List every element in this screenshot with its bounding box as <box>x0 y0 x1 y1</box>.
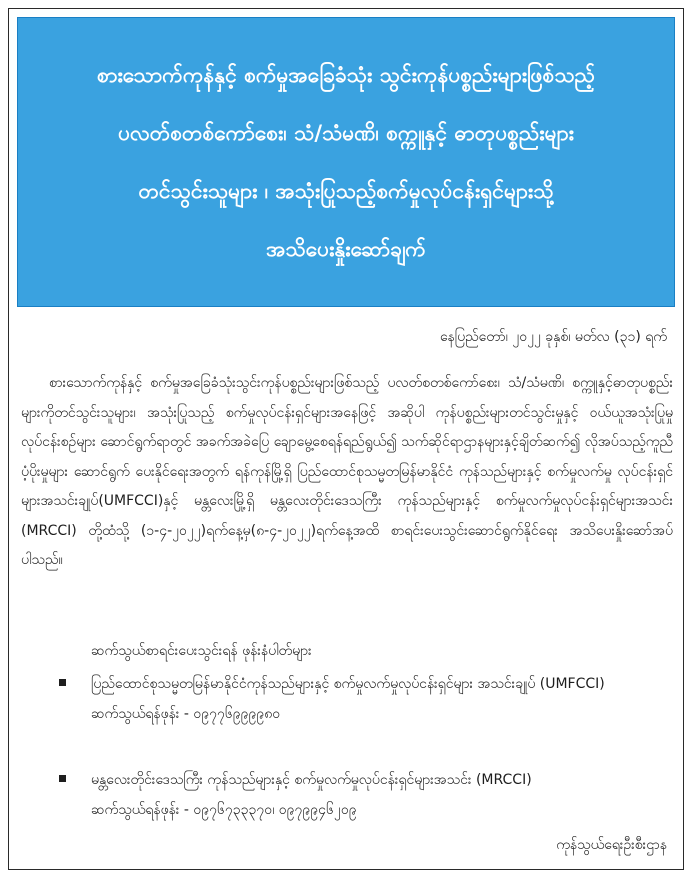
dateline: နေပြည်တော်၊ ၂၀၂၂ ခုနှစ်၊ မတ်လ (၃၁) ရက် <box>439 329 667 345</box>
notice-body-paragraph: စားသောက်ကုန်နှင့် စက်မှုအခြေခံသုံးသွင်းကုန်ပစ္စည်းများဖြစ်သည့် ပလတ်စတစ်ကော်စေး၊ သံ/သံမဏိ၊ စက္ကူနှင့်ဓာတုပစ္စည်းများကိုတင်သွင်းသူများ၊ အသုံးပြုသည့် စက်မှုလုပ်ငန်းရှင်များအနေဖြင့် အဆိုပါ ကုန်ပစ္စည်းများတင်သွင်းမှုနှင့် ဝယ်ယူအသုံးပြုမှုလုပ်ငန်းစဉ်များ ဆောင်ရွက်ရာတွင် အခက်အခဲပြေ ချောမွေ့စေရန်ရည်ရွယ်၍ သက်ဆိုင်ရာဌာနများနှင့်ချိတ်ဆက်၍ လိုအပ်သည့်ကူညီပံ့ပိုးမှုများ ဆောင်ရွက် ပေးနိုင်ရေးအတွက် ရန်ကုန်မြို့ရှိ ပြည်ထောင်စုသမ္မတမြန်မာနိုင်ငံ ကုန်သည်များနှင့် စက်မှုလက်မှု လုပ်ငန်းရှင်များအသင်းချုပ်(UMFCCI)နှင့် မန္တလေးမြို့ရှိ မန္တလေးတိုင်းဒေသကြီး ကုန်သည်များနှင့် စက်မှုလက်မှုလုပ်ငန်းရှင်များအသင်း (MRCCI) တို့ထံသို့ (၁-၄-၂၀၂၂)ရက်နေ့မှ(၈-၄-၂၀၂၂)ရက်နေ့အထိ စာရင်းပေးသွင်းဆောင်ရွက်နိုင်ရေး အသိပေးနှိုးဆော်အပ်ပါသည်။ <box>21 375 673 568</box>
contact-item-mrcci <box>59 765 679 825</box>
notice-title-line-1: စားသောက်ကုန်နှင့် စက်မှုအခြေခံသုံး သွင်းကုန်ပစ္စည်းများဖြစ်သည့် <box>97 63 595 87</box>
notice-frame <box>8 8 684 870</box>
contact-phone: ဆက်သွယ်ရန်ဖုန်း - ၀၉၇၇၆၉၉၉၉၈၀ <box>91 706 281 722</box>
notice-title-line-2: ပလတ်စတစ်ကော်စေး၊ သံ/သံမဏိ၊ စက္ကူနှင့် ဓာတုပစ္စည်းများ <box>118 121 574 145</box>
contact-item-umfcci <box>59 669 679 729</box>
notice-header-box <box>17 17 675 307</box>
bullet-icon <box>59 679 66 686</box>
notice-title-line-3: တင်သွင်းသူများ ၊ အသုံးပြုသည့်စက်မှုလုပ်ငန်းရှင်များသို့ <box>138 179 554 203</box>
notice-title-line-4: အသိပေးနှိုးဆော်ချက် <box>266 237 426 261</box>
contact-org-name: မန္တလေးတိုင်းဒေသကြီး ကုန်သည်များနှင့် စက်မှုလက်မှုလုပ်ငန်းရှင်များအသင်း (MRCCI) <box>91 772 532 788</box>
contacts-heading: ဆက်သွယ်စာရင်းပေးသွင်းရန် ဖုန်းနံပါတ်များ <box>91 643 312 659</box>
issuer-signature: ကုန်သွယ်ရေးဦးစီးဌာန <box>556 837 667 853</box>
contact-org-name: ပြည်ထောင်စုသမ္မတမြန်မာနိုင်ငံကုန်သည်များနှင့် စက်မှုလက်မှုလုပ်ငန်းရှင်များ အသင်းချုပ် (UMFCCI) <box>91 676 605 692</box>
bullet-icon <box>59 775 66 782</box>
contact-phone: ဆက်သွယ်ရန်ဖုန်း - ၀၉၇၆၇၃၃၃၇၀၊ ၀၉၇၉၉၄၆၂၀၉ <box>91 802 357 818</box>
